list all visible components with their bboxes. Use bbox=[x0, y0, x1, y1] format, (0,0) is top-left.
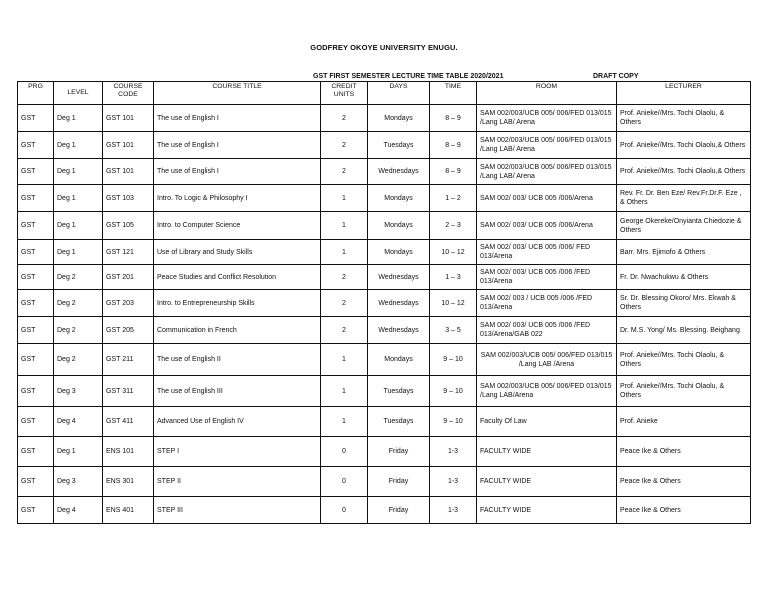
cell-level: Deg 3 bbox=[54, 467, 103, 497]
cell-time: 3 – 5 bbox=[430, 317, 477, 344]
cell-day: Tuesdays bbox=[368, 132, 430, 159]
cell-title: Advanced Use of English IV bbox=[154, 407, 321, 437]
cell-room: SAM 002/003/UCB 005/ 006/FED 013/015 /Lang LAB/ Arena bbox=[477, 105, 617, 132]
cell-title: Communication in French bbox=[154, 317, 321, 344]
cell-room: SAM 002/003/UCB 005/ 006/FED 013/015 /Lang LAB/ Arena bbox=[477, 132, 617, 159]
header-room: ROOM bbox=[477, 82, 617, 105]
table-row bbox=[18, 317, 751, 344]
cell-credit: 1 bbox=[321, 212, 368, 240]
header-credit-units: CREDIT UNITS bbox=[321, 82, 368, 105]
header-prg: PRG bbox=[18, 82, 54, 105]
cell-prg: GST bbox=[18, 105, 54, 132]
cell-level: Deg 1 bbox=[54, 185, 103, 212]
cell-prg: GST bbox=[18, 212, 54, 240]
cell-credit: 2 bbox=[321, 317, 368, 344]
cell-title: STEP I bbox=[154, 437, 321, 467]
cell-code: GST 101 bbox=[103, 159, 154, 185]
cell-lecturer: Prof. Anieke bbox=[617, 407, 751, 437]
cell-time: 8 – 9 bbox=[430, 105, 477, 132]
cell-code: ENS 301 bbox=[103, 467, 154, 497]
table-row bbox=[18, 467, 751, 497]
cell-title: Intro. to Entrepreneurship Skills bbox=[154, 290, 321, 317]
cell-room: SAM 002/ 003 / UCB 005 /006 /FED 013/Arena bbox=[477, 290, 617, 317]
cell-credit: 1 bbox=[321, 344, 368, 376]
cell-time: 1 – 3 bbox=[430, 265, 477, 290]
table-row bbox=[18, 159, 751, 185]
timetable-title: GST FIRST SEMESTER LECTURE TIME TABLE 2020/2021 bbox=[313, 73, 504, 80]
cell-prg: GST bbox=[18, 185, 54, 212]
cell-room: SAM 002/003/UCB 005/ 006/FED 013/015 /Lang LAB/Arena bbox=[477, 376, 617, 407]
table-row bbox=[18, 344, 751, 376]
cell-level: Deg 1 bbox=[54, 437, 103, 467]
cell-level: Deg 1 bbox=[54, 105, 103, 132]
cell-time: 1-3 bbox=[430, 437, 477, 467]
table-row bbox=[18, 132, 751, 159]
cell-lecturer: Peace Ike & Others bbox=[617, 467, 751, 497]
cell-code: GST 101 bbox=[103, 105, 154, 132]
cell-room: SAM 002/ 003/ UCB 005 /006 /FED 013/Arena bbox=[477, 265, 617, 290]
cell-time: 8 – 9 bbox=[430, 132, 477, 159]
cell-credit: 0 bbox=[321, 467, 368, 497]
cell-day: Wednesdays bbox=[368, 290, 430, 317]
table-row bbox=[18, 290, 751, 317]
cell-code: GST 411 bbox=[103, 407, 154, 437]
cell-title: Intro. to Computer Science bbox=[154, 212, 321, 240]
cell-title: The use of English II bbox=[154, 344, 321, 376]
cell-code: GST 203 bbox=[103, 290, 154, 317]
cell-credit: 2 bbox=[321, 105, 368, 132]
cell-code: GST 101 bbox=[103, 132, 154, 159]
table-row bbox=[18, 407, 751, 437]
cell-day: Mondays bbox=[368, 344, 430, 376]
cell-level: Deg 4 bbox=[54, 407, 103, 437]
header-lecturer: LECTURER bbox=[617, 82, 751, 105]
cell-time: 9 – 10 bbox=[430, 344, 477, 376]
cell-time: 2 – 3 bbox=[430, 212, 477, 240]
cell-day: Friday bbox=[368, 437, 430, 467]
cell-prg: GST bbox=[18, 437, 54, 467]
header-time: TIME bbox=[430, 82, 477, 105]
cell-level: Deg 1 bbox=[54, 132, 103, 159]
cell-level: Deg 3 bbox=[54, 376, 103, 407]
cell-time: 9 – 10 bbox=[430, 407, 477, 437]
table-row bbox=[18, 265, 751, 290]
cell-title: STEP III bbox=[154, 497, 321, 524]
cell-code: GST 103 bbox=[103, 185, 154, 212]
table-row bbox=[18, 376, 751, 407]
cell-prg: GST bbox=[18, 407, 54, 437]
cell-time: 9 – 10 bbox=[430, 376, 477, 407]
cell-room: SAM 002/003/UCB 005/ 006/FED 013/015 /Lang LAB/ Arena bbox=[477, 159, 617, 185]
cell-day: Wednesdays bbox=[368, 265, 430, 290]
cell-room: SAM 002/ 003/ UCB 005 /006/Arena bbox=[477, 185, 617, 212]
header-row bbox=[18, 82, 751, 105]
cell-prg: GST bbox=[18, 467, 54, 497]
table-row bbox=[18, 240, 751, 265]
cell-level: Deg 2 bbox=[54, 317, 103, 344]
cell-credit: 2 bbox=[321, 265, 368, 290]
cell-level: Deg 2 bbox=[54, 344, 103, 376]
cell-prg: GST bbox=[18, 159, 54, 185]
cell-prg: GST bbox=[18, 376, 54, 407]
cell-room: SAM 002/ 003/ UCB 005 /006/Arena bbox=[477, 212, 617, 240]
table-row bbox=[18, 212, 751, 240]
cell-time: 10 – 12 bbox=[430, 290, 477, 317]
cell-lecturer: George Okereke/Onyianta Chiedozie & Others bbox=[617, 212, 751, 240]
cell-lecturer: Prof. Anieke//Mrs. Tochi Olaolu,& Others bbox=[617, 132, 751, 159]
cell-title: Peace Studies and Conflict Resolution bbox=[154, 265, 321, 290]
cell-lecturer: Sr. Dr. Blessing Okoro/ Mrs. Ekwah & Others bbox=[617, 290, 751, 317]
header-course-title: COURSE TITLE bbox=[154, 82, 321, 105]
cell-day: Friday bbox=[368, 497, 430, 524]
cell-level: Deg 1 bbox=[54, 159, 103, 185]
cell-day: Mondays bbox=[368, 105, 430, 132]
cell-room: SAM 002/ 003/ UCB 005 /006/ FED 013/Arena bbox=[477, 240, 617, 265]
cell-title: The use of English I bbox=[154, 105, 321, 132]
cell-credit: 1 bbox=[321, 407, 368, 437]
cell-prg: GST bbox=[18, 132, 54, 159]
cell-credit: 1 bbox=[321, 185, 368, 212]
cell-room: SAM 002/003/UCB 005/ 006/FED 013/015 /Lang LAB /Arena bbox=[477, 344, 617, 376]
header-level: LEVEL bbox=[54, 82, 103, 105]
table-row bbox=[18, 185, 751, 212]
cell-code: GST 311 bbox=[103, 376, 154, 407]
cell-title: The use of English III bbox=[154, 376, 321, 407]
cell-code: GST 121 bbox=[103, 240, 154, 265]
cell-credit: 2 bbox=[321, 159, 368, 185]
cell-code: GST 205 bbox=[103, 317, 154, 344]
cell-title: Use of Library and Study Skills bbox=[154, 240, 321, 265]
cell-lecturer: Peace Ike & Others bbox=[617, 497, 751, 524]
cell-level: Deg 2 bbox=[54, 290, 103, 317]
cell-prg: GST bbox=[18, 265, 54, 290]
cell-room: SAM 002/ 003/ UCB 005 /006 /FED 013/Arena/GAB 022 bbox=[477, 317, 617, 344]
table-row bbox=[18, 437, 751, 467]
cell-lecturer: Prof. Anieke//Mrs. Tochi Olaolu,& Others bbox=[617, 159, 751, 185]
cell-day: Friday bbox=[368, 467, 430, 497]
cell-level: Deg 1 bbox=[54, 240, 103, 265]
cell-lecturer: Rev. Fr. Dr. Ben Eze/ Rev.Fr.Dr.F. Eze , & Others bbox=[617, 185, 751, 212]
cell-prg: GST bbox=[18, 290, 54, 317]
cell-room: Faculty Of Law bbox=[477, 407, 617, 437]
cell-credit: 0 bbox=[321, 437, 368, 467]
cell-code: ENS 401 bbox=[103, 497, 154, 524]
cell-credit: 1 bbox=[321, 376, 368, 407]
cell-lecturer: Barr. Mrs. Ejimofo & Others bbox=[617, 240, 751, 265]
cell-credit: 2 bbox=[321, 132, 368, 159]
cell-prg: GST bbox=[18, 240, 54, 265]
cell-credit: 2 bbox=[321, 290, 368, 317]
cell-day: Tuesdays bbox=[368, 376, 430, 407]
cell-time: 1-3 bbox=[430, 497, 477, 524]
cell-room: FACULTY WIDE bbox=[477, 497, 617, 524]
cell-level: Deg 4 bbox=[54, 497, 103, 524]
cell-time: 1 – 2 bbox=[430, 185, 477, 212]
cell-lecturer: Dr. M.S. Yong/ Ms. Blessing. Beighang bbox=[617, 317, 751, 344]
cell-title: Intro. To Logic & Philosophy I bbox=[154, 185, 321, 212]
cell-code: GST 201 bbox=[103, 265, 154, 290]
cell-time: 1-3 bbox=[430, 467, 477, 497]
table-row bbox=[18, 497, 751, 524]
university-title: GODFREY OKOYE UNIVERSITY ENUGU. bbox=[310, 43, 458, 52]
cell-day: Tuesdays bbox=[368, 407, 430, 437]
cell-code: ENS 101 bbox=[103, 437, 154, 467]
draft-label: DRAFT COPY bbox=[593, 73, 639, 80]
cell-day: Wednesdays bbox=[368, 159, 430, 185]
cell-time: 10 – 12 bbox=[430, 240, 477, 265]
header-days: DAYS bbox=[368, 82, 430, 105]
cell-prg: GST bbox=[18, 317, 54, 344]
cell-lecturer: Prof. Anieke//Mrs. Tochi Olaolu, & Others bbox=[617, 344, 751, 376]
cell-lecturer: Fr. Dr. Nwachukwu & Others bbox=[617, 265, 751, 290]
cell-lecturer: Prof. Anieke//Mrs. Tochi Olaolu, & Others bbox=[617, 376, 751, 407]
cell-day: Mondays bbox=[368, 185, 430, 212]
cell-day: Mondays bbox=[368, 240, 430, 265]
cell-credit: 0 bbox=[321, 497, 368, 524]
cell-title: The use of English I bbox=[154, 159, 321, 185]
cell-title: The use of English I bbox=[154, 132, 321, 159]
cell-day: Wednesdays bbox=[368, 317, 430, 344]
cell-prg: GST bbox=[18, 344, 54, 376]
cell-credit: 1 bbox=[321, 240, 368, 265]
cell-title: STEP II bbox=[154, 467, 321, 497]
cell-room: FACULTY WIDE bbox=[477, 467, 617, 497]
timetable-body bbox=[18, 105, 751, 524]
timetable bbox=[17, 81, 751, 524]
cell-lecturer: Prof. Anieke//Mrs. Tochi Olaolu, & Others bbox=[617, 105, 751, 132]
cell-room: FACULTY WIDE bbox=[477, 437, 617, 467]
cell-time: 8 – 9 bbox=[430, 159, 477, 185]
cell-day: Mondays bbox=[368, 212, 430, 240]
table-row bbox=[18, 105, 751, 132]
cell-code: GST 105 bbox=[103, 212, 154, 240]
cell-prg: GST bbox=[18, 497, 54, 524]
header-course-code: COURSE CODE bbox=[103, 82, 154, 105]
cell-code: GST 211 bbox=[103, 344, 154, 376]
cell-lecturer: Peace Ike & Others bbox=[617, 437, 751, 467]
cell-level: Deg 2 bbox=[54, 265, 103, 290]
cell-level: Deg 1 bbox=[54, 212, 103, 240]
